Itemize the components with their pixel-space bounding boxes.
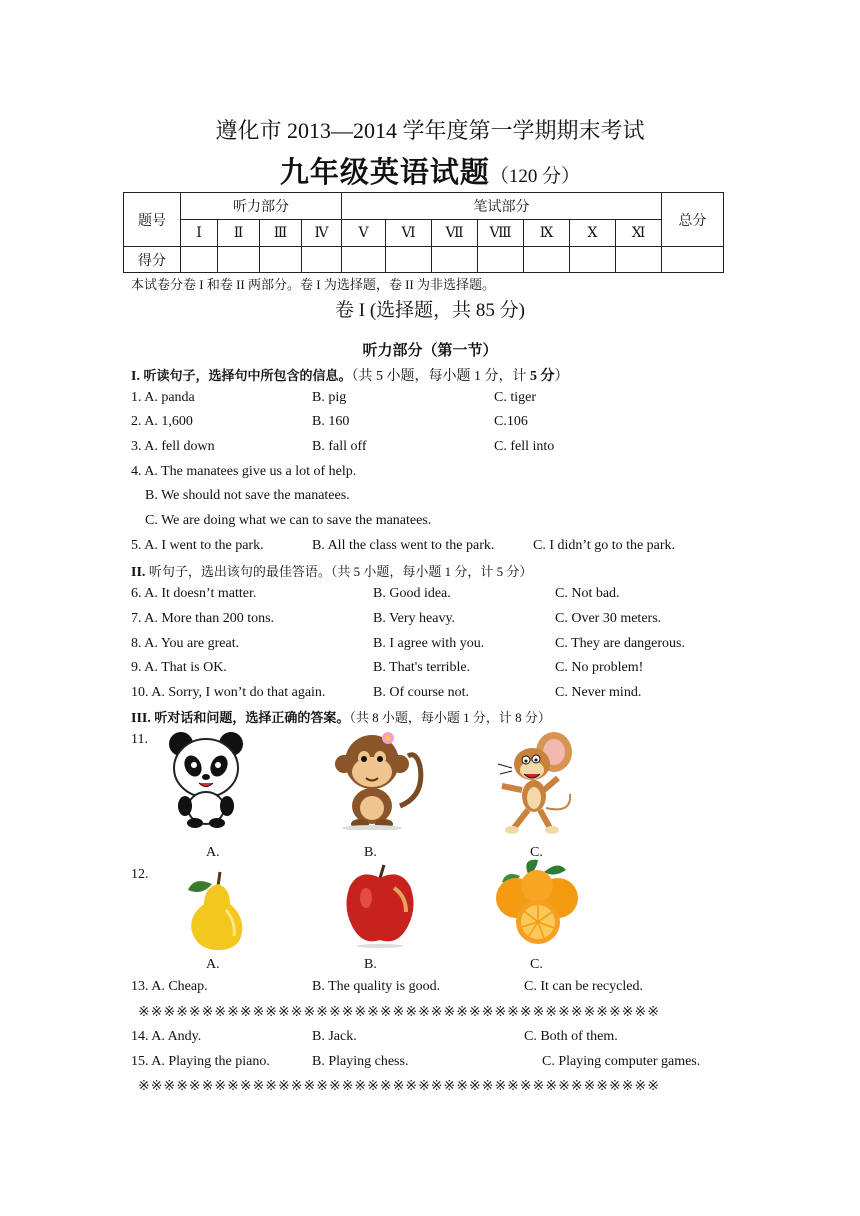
q15-option-b: B. Playing chess. bbox=[312, 1054, 409, 1069]
part2-instruction: 听句子，选出该句的最佳答语。（共 5 小题，每小题 1 分，计 5 分） bbox=[148, 564, 533, 579]
roman-11: Ⅺ bbox=[616, 220, 662, 247]
q7-option-c: C. Over 30 meters. bbox=[555, 611, 662, 626]
apple-icon bbox=[342, 862, 418, 948]
q12-number: 12. bbox=[131, 867, 149, 882]
q2-option-b: B. 160 bbox=[312, 414, 350, 429]
score-table bbox=[123, 192, 724, 273]
score-cell[interactable] bbox=[218, 247, 260, 273]
roman-5: Ⅴ bbox=[342, 220, 386, 247]
q2-option-a: 2. A. 1,600 bbox=[131, 414, 193, 429]
roman-3: Ⅲ bbox=[260, 220, 302, 247]
pear-icon bbox=[182, 870, 248, 952]
subtitle-text: 九年级英语试题 bbox=[279, 155, 490, 189]
section-title: 听力部分（第一节） bbox=[362, 341, 498, 359]
exam-title: 遵化市 2013—2014 学年度第一学期期末考试 bbox=[215, 118, 645, 143]
q5-option-c: C. I didn’t go to the park. bbox=[533, 538, 676, 553]
q12-label-c: C. bbox=[530, 957, 543, 972]
header-written: 笔试部分 bbox=[342, 193, 662, 220]
separator-line: ※※※※※※※※※※※※※※※※※※※※※※※※※※※※※※※※※※※※※※※※※ bbox=[138, 1005, 660, 1020]
q9-option-a: 9. A. That is OK. bbox=[131, 660, 227, 675]
q1-option-a: 1. A. panda bbox=[131, 390, 195, 405]
q5-option-b: B. All the class went to the park. bbox=[312, 538, 495, 553]
part3-count: （共 8 小题，每小题 1 分，计 8 分） bbox=[349, 710, 551, 725]
score-cell[interactable] bbox=[432, 247, 478, 273]
q2-option-c: C.106 bbox=[494, 414, 528, 429]
roman-4: Ⅳ bbox=[302, 220, 342, 247]
q13-option-a: 13. A. Cheap. bbox=[131, 979, 208, 994]
exam-note: 本试卷分卷 I 和卷 II 两部分。卷 I 为选择题，卷 II 为非选择题。 bbox=[131, 277, 495, 292]
part1-heading bbox=[131, 365, 568, 385]
q10-option-b: B. Of course not. bbox=[373, 685, 470, 700]
score-cell[interactable] bbox=[260, 247, 302, 273]
roman-6: Ⅵ bbox=[386, 220, 432, 247]
monkey-icon bbox=[330, 726, 430, 830]
q8-option-b: B. I agree with you. bbox=[373, 636, 485, 651]
q6-option-b: B. Good idea. bbox=[373, 586, 451, 601]
part2-num: II. bbox=[131, 565, 146, 580]
q12-label-b: B. bbox=[364, 957, 377, 972]
part1-num: I. bbox=[131, 369, 140, 384]
q14-option-a: 14. A. Andy. bbox=[131, 1029, 202, 1044]
total-points: （120 分） bbox=[489, 166, 581, 187]
q5-option-a: 5. A. I went to the park. bbox=[131, 538, 264, 553]
part3-instruction: 听对话和问题，选择正确的答案。 bbox=[154, 711, 350, 726]
score-cell[interactable] bbox=[181, 247, 218, 273]
q3-option-b: B. fall off bbox=[312, 439, 367, 454]
q6-option-c: C. Not bad. bbox=[555, 586, 620, 601]
separator-line: ※※※※※※※※※※※※※※※※※※※※※※※※※※※※※※※※※※※※※※※※※ bbox=[138, 1079, 660, 1094]
part3-num: III. bbox=[131, 711, 151, 726]
q8-option-c: C. They are dangerous. bbox=[555, 636, 685, 651]
score-cell[interactable] bbox=[478, 247, 524, 273]
q14-option-b: B. Jack. bbox=[312, 1029, 357, 1044]
roman-1: Ⅰ bbox=[181, 220, 218, 247]
part1-count: （共 5 小题，每小题 1 分，计 bbox=[351, 369, 530, 384]
score-cell[interactable] bbox=[386, 247, 432, 273]
roman-8: Ⅷ bbox=[478, 220, 524, 247]
roman-2: Ⅱ bbox=[218, 220, 260, 247]
q1-option-b: B. pig bbox=[312, 390, 347, 405]
header-total: 总分 bbox=[662, 193, 724, 247]
q11-number: 11. bbox=[131, 732, 148, 747]
score-cell[interactable] bbox=[570, 247, 616, 273]
roman-9: Ⅸ bbox=[524, 220, 570, 247]
q15-option-c: C. Playing computer games. bbox=[542, 1054, 701, 1069]
header-tihao: 题号 bbox=[124, 193, 181, 247]
q12-label-a: A. bbox=[206, 957, 220, 972]
q3-option-c: C. fell into bbox=[494, 439, 555, 454]
q9-option-b: B. That's terrible. bbox=[373, 660, 471, 675]
volume-title: 卷 I (选择题，共 85 分) bbox=[335, 300, 525, 321]
score-cell[interactable] bbox=[524, 247, 570, 273]
header-listening: 听力部分 bbox=[181, 193, 342, 220]
q7-option-a: 7. A. More than 200 tons. bbox=[131, 611, 275, 626]
part2-heading bbox=[131, 561, 532, 581]
part1-close: ） bbox=[554, 369, 569, 384]
panda-icon bbox=[165, 728, 247, 828]
q3-option-a: 3. A. fell down bbox=[131, 439, 215, 454]
q11-label-b: B. bbox=[364, 845, 377, 860]
oranges-icon bbox=[492, 856, 586, 948]
row-defen: 得分 bbox=[124, 247, 181, 273]
roman-10: Ⅹ bbox=[570, 220, 616, 247]
q9-option-c: C. No problem! bbox=[555, 660, 644, 675]
q11-label-a: A. bbox=[206, 845, 220, 860]
score-cell[interactable] bbox=[342, 247, 386, 273]
q8-option-a: 8. A. You are great. bbox=[131, 636, 240, 651]
q7-option-b: B. Very heavy. bbox=[373, 611, 456, 626]
score-cell[interactable] bbox=[616, 247, 662, 273]
q6-option-a: 6. A. It doesn’t matter. bbox=[131, 586, 257, 601]
q4-option-b: B. We should not save the manatees. bbox=[145, 488, 350, 503]
q4-option-c: C. We are doing what we can to save the manatees. bbox=[145, 513, 432, 528]
q15-option-a: 15. A. Playing the piano. bbox=[131, 1054, 270, 1069]
q13-option-c: C. It can be recycled. bbox=[524, 979, 643, 994]
q10-option-a: 10. A. Sorry, I won’t do that again. bbox=[131, 685, 326, 700]
q4-option-a: 4. A. The manatees give us a lot of help. bbox=[131, 464, 357, 479]
q1-option-c: C. tiger bbox=[494, 390, 536, 405]
q10-option-c: C. Never mind. bbox=[555, 685, 642, 700]
score-cell[interactable] bbox=[662, 247, 724, 273]
part1-instruction: 听读句子，选择句中所包含的信息。 bbox=[143, 369, 352, 384]
q11-label-c: C. bbox=[530, 845, 543, 860]
part3-heading bbox=[131, 707, 551, 727]
roman-7: Ⅶ bbox=[432, 220, 478, 247]
q13-option-b: B. The quality is good. bbox=[312, 979, 441, 994]
score-cell[interactable] bbox=[302, 247, 342, 273]
part1-points: 5 分 bbox=[529, 369, 555, 384]
q14-option-c: C. Both of them. bbox=[524, 1029, 618, 1044]
mouse-icon bbox=[492, 724, 578, 836]
exam-subtitle bbox=[0, 150, 860, 191]
